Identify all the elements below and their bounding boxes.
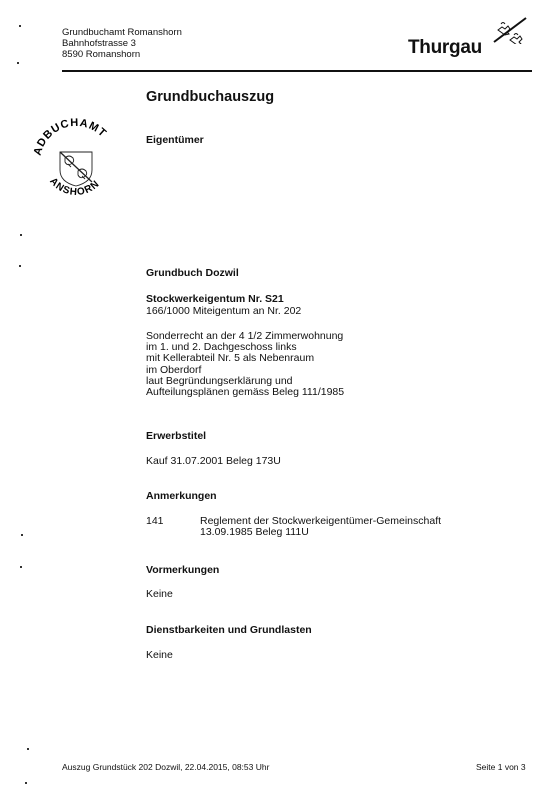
special-right-block: [146, 331, 344, 398]
special-right-line: Aufteilungsplänen gemäss Beleg 111/1985: [146, 386, 345, 399]
margin-mark: [19, 265, 21, 267]
document-title: Grundbuchauszug: [146, 89, 275, 105]
address-line: Bahnhofstrasse 3: [62, 38, 136, 49]
annotations-heading: Anmerkungen: [146, 490, 217, 502]
annotation-line: 13.09.1985 Beleg 111U: [200, 526, 309, 539]
special-right-line: laut Begründungserklärung und: [146, 374, 293, 387]
footer-left: Auszug Grundstück 202 Dozwil, 22.04.2015, 08:53 Uhr: [62, 762, 270, 772]
brand-wordmark: Thurgau: [408, 37, 482, 58]
pre-notations-text: Keine: [146, 588, 173, 600]
margin-mark: [17, 62, 19, 64]
pre-notations-heading: Vormerkungen: [146, 564, 220, 576]
margin-mark: [21, 534, 23, 536]
stamp-text-bottom: ANSHORN: [47, 175, 103, 199]
margin-mark: [19, 25, 21, 27]
register-heading: Grundbuch Dozwil: [146, 267, 239, 279]
stamp-crest-icon: [60, 152, 92, 186]
easements-heading: Dienstbarkeiten und Grundlasten: [146, 624, 312, 636]
special-right-line: im Oberdorf: [146, 363, 202, 376]
address-line: 8590 Romanshorn: [62, 49, 141, 60]
property-heading: Stockwerkeigentum Nr. S21: [146, 293, 284, 305]
svg-text:ANSHORN: [47, 176, 102, 198]
owner-heading: Eigentümer: [146, 134, 204, 146]
sender-address: [62, 27, 182, 60]
header-rule: [62, 70, 532, 72]
thurgau-lions-crest-icon: [492, 16, 528, 44]
margin-mark: [20, 566, 22, 568]
page-number: Seite 1 von 3: [476, 762, 526, 772]
margin-mark: [27, 748, 29, 750]
annotation-line: Reglement der Stockwerkeigentümer-Gemeinschaft: [200, 515, 442, 527]
svg-text:ADBUCHAMT: [32, 117, 109, 157]
address-line: Grundbuchamt Romanshorn: [62, 27, 182, 38]
special-right-line: Sonderrecht an der 4 1/2 Zimmerwohnung: [146, 330, 344, 342]
special-right-line: im 1. und 2. Dachgeschoss links: [146, 341, 297, 354]
stamp-text-top: ADBUCHAMT: [31, 116, 109, 157]
easements-text: Keine: [146, 649, 173, 661]
share-line: 166/1000 Miteigentum an Nr. 202: [146, 305, 302, 317]
margin-mark: [25, 782, 27, 784]
annotation-text: [200, 516, 441, 538]
margin-mark: [20, 234, 22, 236]
annotation-number: 141: [146, 515, 164, 527]
acquisition-text: Kauf 31.07.2001 Beleg 173U: [146, 455, 281, 467]
special-right-line: mit Kellerabteil Nr. 5 als Nebenraum: [146, 352, 315, 365]
office-stamp: [30, 116, 122, 208]
acquisition-heading: Erwerbstitel: [146, 430, 207, 442]
